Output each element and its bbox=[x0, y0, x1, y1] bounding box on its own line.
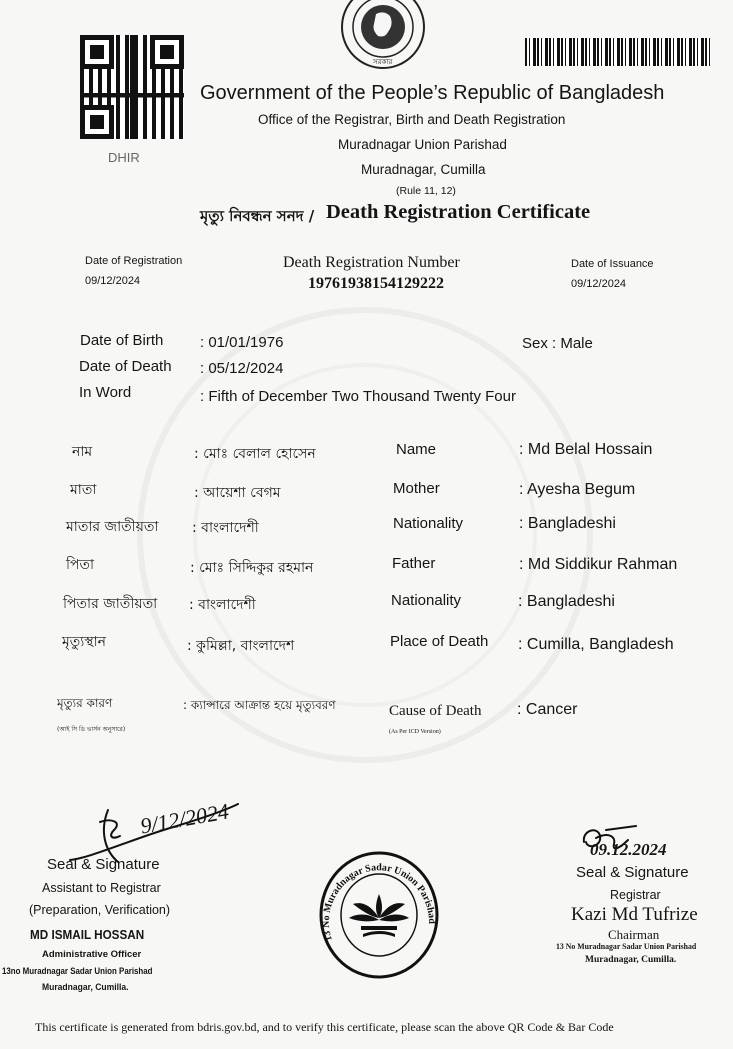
stamp-name: MD ISMAIL HOSSAN bbox=[30, 927, 145, 942]
bn-label-cause: মৃত্যুর কারণ bbox=[57, 696, 113, 710]
bn-value-place-of-death: : কুমিল্লা, বাংলাদেশ bbox=[187, 638, 295, 654]
bn-value-mother-nationality: : বাংলাদেশী bbox=[192, 520, 259, 536]
bn-label-mother: মাতা bbox=[70, 482, 97, 498]
dod-value: : 05/12/2024 bbox=[200, 360, 284, 377]
registrar-title: Chairman bbox=[608, 927, 660, 942]
in-word-value: : Fifth of December Two Thousand Twenty Four bbox=[200, 388, 516, 405]
en-label-place-of-death: Place of Death bbox=[390, 633, 489, 650]
assistant-handwritten-date: 9/12/2024 bbox=[138, 798, 231, 839]
bn-label-mother-nationality: মাতার জাতীয়তা bbox=[66, 519, 159, 535]
bn-label-father-nationality: পিতার জাতীয়তা bbox=[63, 596, 158, 612]
sex-value: Sex : Male bbox=[522, 335, 593, 352]
en-value-mother: : Ayesha Begum bbox=[519, 481, 636, 498]
assistant-role: Assistant to Registrar bbox=[42, 881, 161, 895]
en-value-mother-nationality: : Bangladeshi bbox=[519, 515, 616, 532]
barcode bbox=[525, 38, 711, 66]
registrar-name: Kazi Md Tufrize bbox=[571, 904, 698, 925]
assistant-seal-heading: Seal & Signature bbox=[47, 856, 160, 873]
registrar-seal-heading: Seal & Signature bbox=[576, 864, 689, 881]
qr-caption: DHIR bbox=[108, 150, 140, 165]
registration-number-value: 19761938154129222 bbox=[308, 275, 444, 292]
en-value-name: : Md Belal Hossain bbox=[519, 441, 653, 458]
union-parishad: Muradnagar Union Parishad bbox=[338, 137, 507, 152]
dob-value: : 01/01/1976 bbox=[200, 334, 284, 351]
dob-label: Date of Birth bbox=[80, 332, 164, 349]
union-seal-ring-text bbox=[318, 850, 440, 980]
bn-note-cause: (আই সি ডি ভার্সন অনুসারে) bbox=[57, 726, 126, 733]
date-of-registration-value: 09/12/2024 bbox=[85, 275, 141, 287]
in-word-label: In Word bbox=[79, 384, 132, 401]
en-note-cause: (As Per ICD Version) bbox=[389, 729, 441, 735]
rule-text: (Rule 11, 12) bbox=[396, 185, 456, 197]
bn-value-mother: : আয়েশা বেগম bbox=[194, 485, 281, 501]
en-label-father: Father bbox=[392, 555, 436, 572]
bn-value-cause: : ক্যান্সারে আক্রান্ত হয়ে মৃত্যুবরণ bbox=[183, 698, 336, 712]
seal-text-bottom: সরকার bbox=[373, 58, 393, 66]
registrar-role: Registrar bbox=[610, 888, 661, 902]
registrar-org: 13 No Muradnagar Sadar Union Parishad bbox=[556, 941, 697, 951]
office-title: Office of the Registrar, Birth and Death Registration bbox=[258, 112, 566, 127]
date-of-issuance-label: Date of Issuance bbox=[571, 258, 654, 270]
en-value-place-of-death: : Cumilla, Bangladesh bbox=[518, 636, 674, 653]
bn-label-father: পিতা bbox=[66, 557, 95, 573]
en-value-father-nationality: : Bangladeshi bbox=[518, 593, 615, 610]
registration-number-label: Death Registration Number bbox=[283, 254, 460, 271]
en-label-mother-nationality: Nationality bbox=[393, 515, 464, 532]
bn-value-father: : মোঃ সিদ্দিকুর রহমান bbox=[190, 560, 314, 576]
bn-value-name: : মোঃ বেলাল হোসেন bbox=[194, 446, 316, 462]
registrar-handwritten-date: 09.12.2024 bbox=[590, 840, 667, 859]
certificate-title-bn: মৃত্যু নিবন্ধন সনদ / bbox=[200, 207, 315, 225]
en-value-cause: : Cancer bbox=[517, 701, 578, 718]
stamp-place: Muradnagar, Cumilla. bbox=[42, 982, 129, 993]
registrar-place: Muradnagar, Cumilla. bbox=[585, 955, 677, 965]
en-value-father: : Md Siddikur Rahman bbox=[519, 556, 678, 573]
stamp-org: 13no Muradnagar Sadar Union Parishad bbox=[2, 966, 153, 976]
svg-text:13 No Muradnagar Sadar Union P: 13 No Muradnagar Sadar Union Parishad bbox=[320, 862, 438, 943]
footer-note: This certificate is generated from bdris.gov.bd, and to verify this certificate, please scan the above QR Code & Bar Code bbox=[35, 1020, 614, 1034]
bn-label-name: নাম bbox=[72, 444, 93, 460]
date-of-issuance-value: 09/12/2024 bbox=[571, 278, 627, 290]
qr-code bbox=[80, 35, 184, 139]
government-title: Government of the People’s Republic of Bangladesh bbox=[200, 82, 665, 104]
en-label-father-nationality: Nationality bbox=[391, 592, 462, 609]
date-of-registration-label: Date of Registration bbox=[85, 255, 183, 267]
certificate-title-en: Death Registration Certificate bbox=[326, 201, 591, 223]
bn-value-father-nationality: : বাংলাদেশী bbox=[189, 597, 256, 613]
en-label-name: Name bbox=[396, 441, 437, 458]
en-label-mother: Mother bbox=[393, 480, 440, 497]
bn-label-place-of-death: মৃত্যুস্থান bbox=[62, 634, 107, 650]
location: Muradnagar, Cumilla bbox=[361, 162, 486, 177]
dod-label: Date of Death bbox=[79, 358, 172, 375]
assistant-role-note: (Preparation, Verification) bbox=[29, 903, 171, 917]
stamp-title: Administrative Officer bbox=[42, 949, 142, 960]
en-label-cause: Cause of Death bbox=[389, 703, 482, 719]
